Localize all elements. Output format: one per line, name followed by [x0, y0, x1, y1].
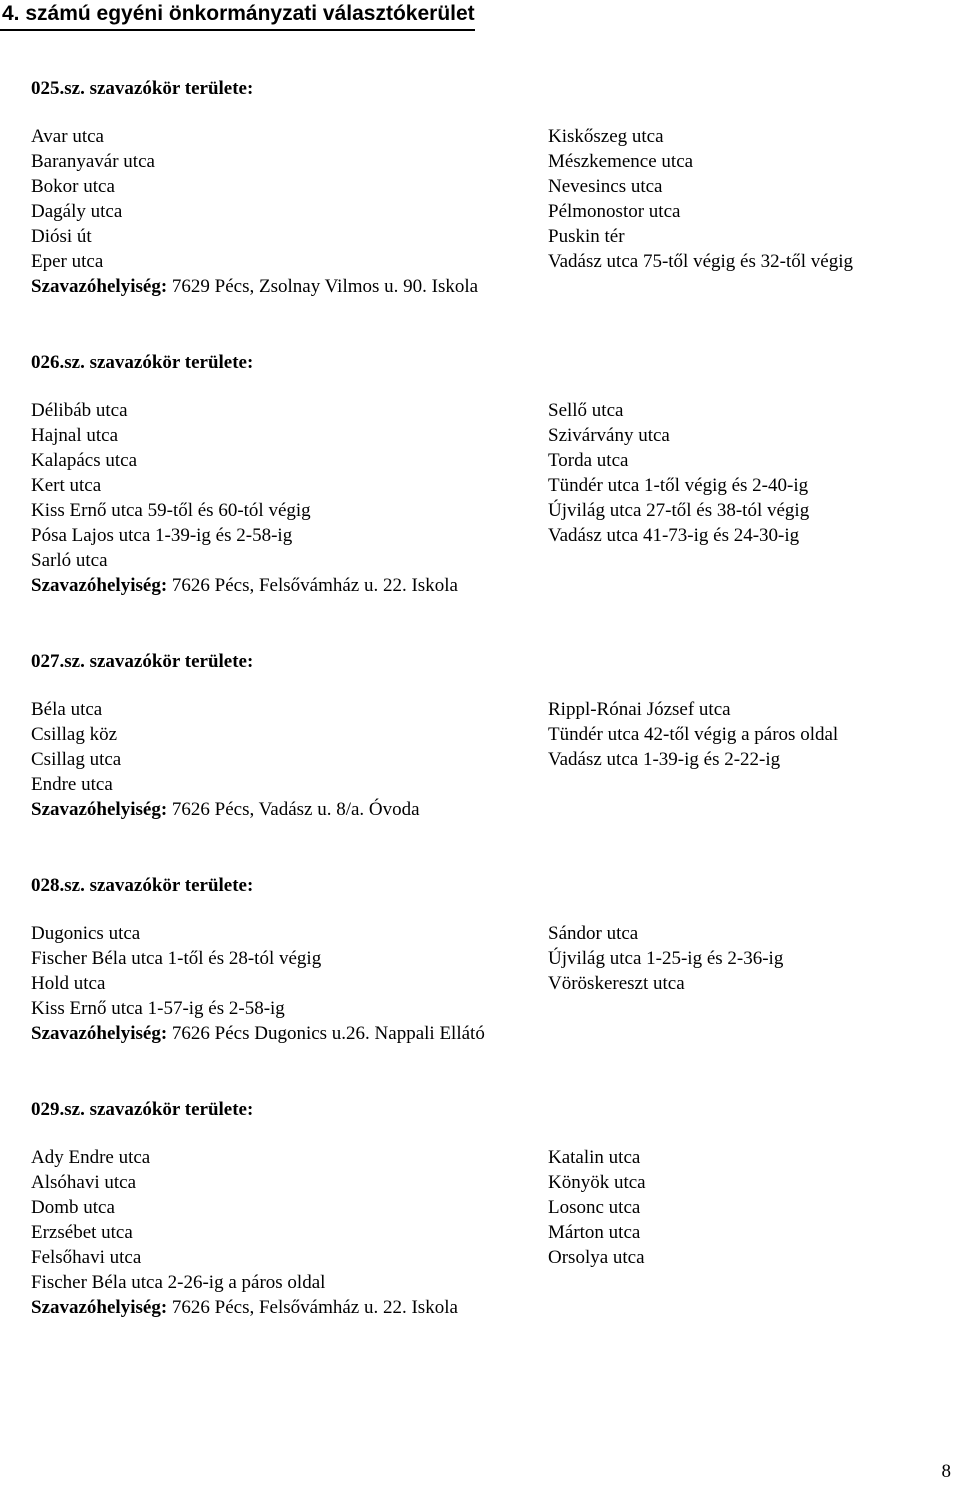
page-heading: 4. számú egyéni önkormányzati választókerület [0, 0, 475, 31]
street-item: Losonc utca [548, 1197, 641, 1218]
street-item: Erzsébet utca [31, 1222, 133, 1243]
venue-label: Szavazóhelyiség: [31, 276, 168, 297]
street-item: Mészkemence utca [548, 151, 694, 172]
street-item: Sarló utca [31, 550, 108, 571]
district-025-venue [31, 274, 478, 299]
street-item: Hold utca [31, 973, 106, 994]
street-item: Felsőhavi utca [31, 1247, 142, 1268]
street-item: Fischer Béla utca 1-től és 28-tól végig [31, 948, 322, 969]
street-item: Eper utca [31, 251, 104, 272]
street-item: Ady Endre utca [31, 1147, 151, 1168]
street-item: Kiss Ernő utca 1-57-ig és 2-58-ig [31, 998, 285, 1019]
street-item: Vadász utca 41-73-ig és 24-30-ig [548, 525, 800, 546]
venue-address: 7626 Pécs, Felsővámház u. 22. Iskola [167, 575, 458, 596]
street-item: Orsolya utca [548, 1247, 645, 1268]
district-029-left-streets [31, 1145, 325, 1295]
district-027-right-streets [548, 697, 838, 772]
street-item: Torda utca [548, 450, 629, 471]
street-item: Sellő utca [548, 400, 624, 421]
street-item: Márton utca [548, 1222, 641, 1243]
street-item: Vadász utca 1-39-ig és 2-22-ig [548, 749, 781, 770]
street-item: Domb utca [31, 1197, 115, 1218]
street-item: Dagály utca [31, 201, 123, 222]
street-item: Tündér utca 42-től végig a páros oldal [548, 724, 839, 745]
street-item: Újvilág utca 27-től és 38-tól végig [548, 500, 810, 521]
venue-label: Szavazóhelyiség: [31, 1023, 168, 1044]
venue-address: 7626 Pécs, Vadász u. 8/a. Óvoda [167, 799, 420, 820]
district-025-right-streets [548, 124, 853, 274]
street-item: Kert utca [31, 475, 102, 496]
street-item: Kalapács utca [31, 450, 138, 471]
street-item: Hajnal utca [31, 425, 119, 446]
district-029-right-streets [548, 1145, 646, 1270]
street-item: Puskin tér [548, 226, 625, 247]
street-item: Délibáb utca [31, 400, 128, 421]
street-item: Szivárvány utca [548, 425, 670, 446]
street-item: Kiss Ernő utca 59-től és 60-tól végig [31, 500, 311, 521]
street-item: Vöröskereszt utca [548, 973, 685, 994]
venue-address: 7626 Pécs Dugonics u.26. Nappali Ellátó [167, 1023, 485, 1044]
street-item: Alsóhavi utca [31, 1172, 137, 1193]
district-title-028: 028.sz. szavazókör területe: [31, 875, 254, 896]
district-029-venue [31, 1295, 458, 1320]
street-item: Bokor utca [31, 176, 115, 197]
district-title-027: 027.sz. szavazókör területe: [31, 651, 254, 672]
district-026-left-streets [31, 398, 311, 573]
street-item: Pélmonostor utca [548, 201, 681, 222]
street-item: Könyök utca [548, 1172, 646, 1193]
venue-address: 7629 Pécs, Zsolnay Vilmos u. 90. Iskola [167, 276, 479, 297]
page-number: 8 [941, 1461, 951, 1482]
street-item: Avar utca [31, 126, 104, 147]
street-item: Pósa Lajos utca 1-39-ig és 2-58-ig [31, 525, 293, 546]
street-item: Tündér utca 1-től végig és 2-40-ig [548, 475, 809, 496]
street-item: Csillag utca [31, 749, 122, 770]
street-item: Fischer Béla utca 2-26-ig a páros oldal [31, 1272, 326, 1293]
district-027-left-streets [31, 697, 121, 797]
street-item: Csillag köz [31, 724, 118, 745]
street-item: Béla utca [31, 699, 103, 720]
district-028-right-streets [548, 921, 783, 996]
street-item: Endre utca [31, 774, 113, 795]
venue-label: Szavazóhelyiség: [31, 575, 168, 596]
district-025-left-streets [31, 124, 155, 274]
street-item: Nevesincs utca [548, 176, 663, 197]
district-title-025: 025.sz. szavazókör területe: [31, 78, 254, 99]
district-027-venue [31, 797, 420, 822]
venue-address: 7626 Pécs, Felsővámház u. 22. Iskola [167, 1297, 458, 1318]
district-028-left-streets [31, 921, 321, 1021]
street-item: Rippl-Rónai József utca [548, 699, 731, 720]
venue-label: Szavazóhelyiség: [31, 1297, 168, 1318]
district-026-right-streets [548, 398, 809, 548]
district-026-venue [31, 573, 458, 598]
street-item: Katalin utca [548, 1147, 641, 1168]
street-item: Kiskőszeg utca [548, 126, 664, 147]
street-item: Dugonics utca [31, 923, 141, 944]
district-title-029: 029.sz. szavazókör területe: [31, 1099, 254, 1120]
street-item: Sándor utca [548, 923, 639, 944]
street-item: Vadász utca 75-től végig és 32-től végig [548, 251, 853, 272]
street-item: Baranyavár utca [31, 151, 155, 172]
street-item: Újvilág utca 1-25-ig és 2-36-ig [548, 948, 784, 969]
street-item: Diósi út [31, 226, 92, 247]
district-028-venue [31, 1021, 485, 1046]
district-title-026: 026.sz. szavazókör területe: [31, 352, 254, 373]
venue-label: Szavazóhelyiség: [31, 799, 168, 820]
